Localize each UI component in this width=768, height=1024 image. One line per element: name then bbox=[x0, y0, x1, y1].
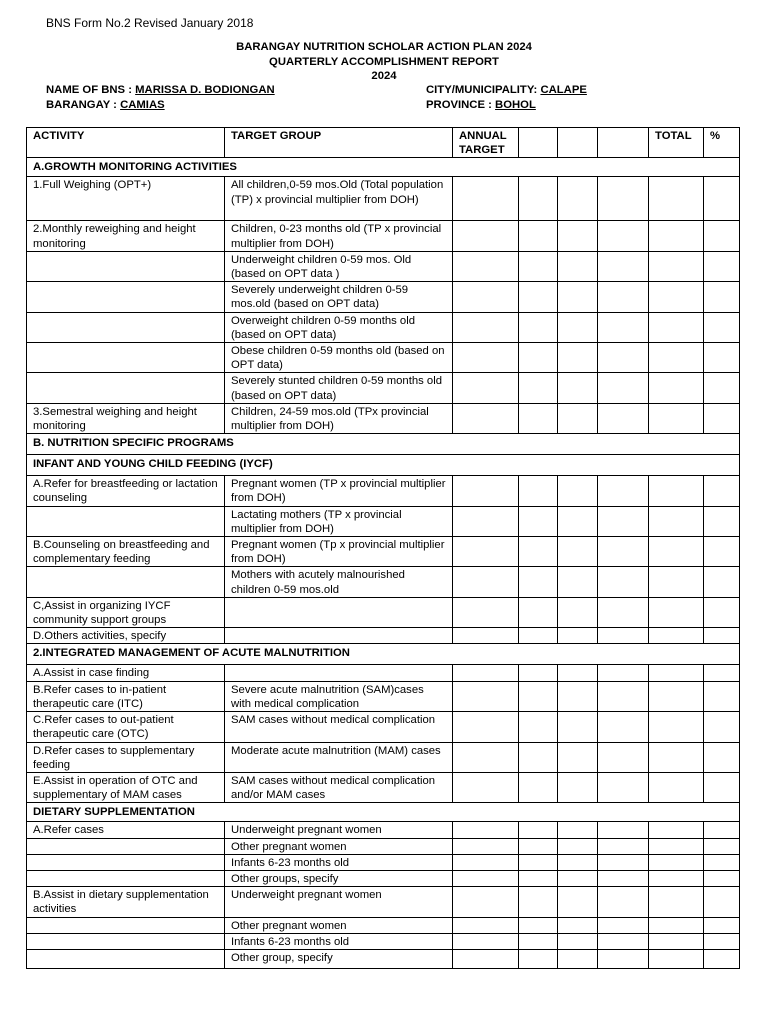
section-heading: 2.INTEGRATED MANAGEMENT OF ACUTE MALNUTRITION bbox=[27, 644, 740, 665]
table-row bbox=[27, 933, 740, 949]
total-cell[interactable] bbox=[649, 681, 704, 711]
total-cell[interactable] bbox=[649, 854, 704, 870]
annual-target-cell[interactable] bbox=[453, 177, 519, 221]
annual-target-cell[interactable] bbox=[453, 282, 519, 312]
province-label: PROVINCE : bbox=[426, 99, 492, 111]
target-group-cell: Severe acute malnutrition (SAM)cases with medical complication bbox=[225, 681, 453, 711]
percent-cell[interactable] bbox=[704, 665, 740, 681]
bns-name-value: MARISSA D. BODIONGAN bbox=[135, 84, 275, 96]
entry-cell[interactable] bbox=[598, 870, 649, 886]
city-label: CITY/MUNICIPALITY: bbox=[426, 84, 538, 96]
entry-cell[interactable] bbox=[558, 343, 598, 373]
header-activity: ACTIVITY bbox=[27, 128, 225, 158]
entry-cell[interactable] bbox=[519, 177, 558, 221]
annual-target-cell[interactable] bbox=[453, 681, 519, 711]
total-cell[interactable] bbox=[649, 537, 704, 567]
entry-cell[interactable] bbox=[519, 597, 558, 627]
total-cell[interactable] bbox=[649, 949, 704, 968]
entry-cell[interactable] bbox=[519, 506, 558, 536]
entry-cell[interactable] bbox=[558, 251, 598, 281]
barangay-label: BARANGAY : bbox=[46, 99, 117, 111]
total-cell[interactable] bbox=[649, 343, 704, 373]
barangay-value: CAMIAS bbox=[120, 99, 165, 111]
entry-cell[interactable] bbox=[598, 628, 649, 644]
target-group-cell: Severely stunted children 0-59 months old (based on OPT data) bbox=[225, 373, 453, 403]
activity-cell bbox=[27, 933, 225, 949]
entry-cell[interactable] bbox=[558, 567, 598, 597]
entry-cell[interactable] bbox=[558, 870, 598, 886]
total-cell[interactable] bbox=[649, 665, 704, 681]
entry-cell[interactable] bbox=[558, 838, 598, 854]
annual-target-cell[interactable] bbox=[453, 312, 519, 342]
target-group-cell: Underweight pregnant women bbox=[225, 822, 453, 838]
total-cell[interactable] bbox=[649, 282, 704, 312]
entry-cell[interactable] bbox=[598, 221, 649, 251]
entry-cell[interactable] bbox=[558, 681, 598, 711]
annual-target-cell[interactable] bbox=[453, 628, 519, 644]
total-cell[interactable] bbox=[649, 373, 704, 403]
percent-cell[interactable] bbox=[704, 476, 740, 506]
percent-cell[interactable] bbox=[704, 221, 740, 251]
activity-cell: E.Assist in operation of OTC and supplementary of MAM cases bbox=[27, 772, 225, 802]
total-cell[interactable] bbox=[649, 177, 704, 221]
percent-cell[interactable] bbox=[704, 567, 740, 597]
activity-cell: 3.Semestral weighing and height monitoring bbox=[27, 403, 225, 433]
annual-target-cell[interactable] bbox=[453, 506, 519, 536]
city-field bbox=[426, 84, 587, 96]
activity-cell: A.Refer for breastfeeding or lactation counseling bbox=[27, 476, 225, 506]
entry-cell[interactable] bbox=[519, 628, 558, 644]
header-annual-target: ANNUAL TARGET bbox=[453, 128, 519, 158]
entry-cell[interactable] bbox=[598, 312, 649, 342]
section-row bbox=[27, 644, 740, 665]
table-row bbox=[27, 917, 740, 933]
target-group-cell: SAM cases without medical complication and/or MAM cases bbox=[225, 772, 453, 802]
header-blank-3 bbox=[598, 128, 649, 158]
header-total: TOTAL bbox=[649, 128, 704, 158]
target-group-cell: Children, 24-59 mos.old (TPx provincial multiplier from DOH) bbox=[225, 403, 453, 433]
section-row bbox=[27, 434, 740, 455]
entry-cell[interactable] bbox=[558, 854, 598, 870]
target-group-cell: SAM cases without medical complication bbox=[225, 712, 453, 742]
entry-cell[interactable] bbox=[519, 681, 558, 711]
total-cell[interactable] bbox=[649, 567, 704, 597]
entry-cell[interactable] bbox=[558, 506, 598, 536]
activity-cell: D.Refer cases to supplementary feeding bbox=[27, 742, 225, 772]
entry-cell[interactable] bbox=[598, 772, 649, 802]
percent-cell[interactable] bbox=[704, 628, 740, 644]
percent-cell[interactable] bbox=[704, 822, 740, 838]
target-group-cell bbox=[225, 597, 453, 627]
table-row bbox=[27, 712, 740, 742]
target-group-cell: Obese children 0-59 months old (based on OPT data) bbox=[225, 343, 453, 373]
entry-cell[interactable] bbox=[598, 665, 649, 681]
total-cell[interactable] bbox=[649, 476, 704, 506]
table-row bbox=[27, 742, 740, 772]
percent-cell[interactable] bbox=[704, 742, 740, 772]
entry-cell[interactable] bbox=[558, 949, 598, 968]
annual-target-cell[interactable] bbox=[453, 870, 519, 886]
activity-cell: D.Others activities, specify bbox=[27, 628, 225, 644]
total-cell[interactable] bbox=[649, 870, 704, 886]
table-row bbox=[27, 251, 740, 281]
table-row bbox=[27, 887, 740, 917]
annual-target-cell[interactable] bbox=[453, 403, 519, 433]
entry-cell[interactable] bbox=[519, 822, 558, 838]
table-row bbox=[27, 838, 740, 854]
annual-target-cell[interactable] bbox=[453, 373, 519, 403]
entry-cell[interactable] bbox=[598, 177, 649, 221]
total-cell[interactable] bbox=[649, 628, 704, 644]
entry-cell[interactable] bbox=[598, 251, 649, 281]
entry-cell[interactable] bbox=[598, 887, 649, 917]
entry-cell[interactable] bbox=[558, 665, 598, 681]
activity-cell: B.Counseling on breastfeeding and complementary feeding bbox=[27, 537, 225, 567]
target-group-cell: Infants 6-23 months old bbox=[225, 854, 453, 870]
target-group-cell: Other pregnant women bbox=[225, 917, 453, 933]
total-cell[interactable] bbox=[649, 887, 704, 917]
table-row bbox=[27, 870, 740, 886]
total-cell[interactable] bbox=[649, 712, 704, 742]
table-row bbox=[27, 476, 740, 506]
total-cell[interactable] bbox=[649, 838, 704, 854]
annual-target-cell[interactable] bbox=[453, 917, 519, 933]
percent-cell[interactable] bbox=[704, 537, 740, 567]
percent-cell[interactable] bbox=[704, 177, 740, 221]
province-field bbox=[426, 99, 536, 111]
percent-cell[interactable] bbox=[704, 251, 740, 281]
entry-cell[interactable] bbox=[519, 312, 558, 342]
entry-cell[interactable] bbox=[598, 476, 649, 506]
entry-cell[interactable] bbox=[558, 476, 598, 506]
table-header-row bbox=[27, 128, 740, 158]
total-cell[interactable] bbox=[649, 742, 704, 772]
bns-name-field bbox=[46, 84, 275, 96]
annual-target-cell[interactable] bbox=[453, 712, 519, 742]
entry-cell[interactable] bbox=[598, 854, 649, 870]
annual-target-cell[interactable] bbox=[453, 949, 519, 968]
entry-cell[interactable] bbox=[598, 373, 649, 403]
table-row bbox=[27, 506, 740, 536]
table-row bbox=[27, 567, 740, 597]
annual-target-cell[interactable] bbox=[453, 838, 519, 854]
target-group-cell: Pregnant women (Tp x provincial multiplier from DOH) bbox=[225, 537, 453, 567]
barangay-field bbox=[46, 99, 165, 111]
table-row bbox=[27, 373, 740, 403]
entry-cell[interactable] bbox=[598, 282, 649, 312]
province-value: BOHOL bbox=[495, 99, 536, 111]
target-group-cell bbox=[225, 628, 453, 644]
activity-cell bbox=[27, 854, 225, 870]
entry-cell[interactable] bbox=[558, 312, 598, 342]
total-cell[interactable] bbox=[649, 772, 704, 802]
total-cell[interactable] bbox=[649, 312, 704, 342]
section-row bbox=[27, 158, 740, 177]
annual-target-cell[interactable] bbox=[453, 251, 519, 281]
entry-cell[interactable] bbox=[519, 282, 558, 312]
section-heading: A.GROWTH MONITORING ACTIVITIES bbox=[27, 158, 740, 177]
percent-cell[interactable] bbox=[704, 681, 740, 711]
target-group-cell: Lactating mothers (TP x provincial multiplier from DOH) bbox=[225, 506, 453, 536]
entry-cell[interactable] bbox=[519, 854, 558, 870]
entry-cell[interactable] bbox=[519, 887, 558, 917]
entry-cell[interactable] bbox=[598, 742, 649, 772]
target-group-cell: Mothers with acutely malnourished children 0-59 mos.old bbox=[225, 567, 453, 597]
entry-cell[interactable] bbox=[598, 403, 649, 433]
entry-cell[interactable] bbox=[598, 567, 649, 597]
form-number: BNS Form No.2 Revised January 2018 bbox=[46, 16, 254, 30]
percent-cell[interactable] bbox=[704, 597, 740, 627]
entry-cell[interactable] bbox=[558, 282, 598, 312]
annual-target-cell[interactable] bbox=[453, 822, 519, 838]
percent-cell[interactable] bbox=[704, 373, 740, 403]
report-title bbox=[0, 40, 768, 84]
entry-cell[interactable] bbox=[519, 343, 558, 373]
header-blank-2 bbox=[558, 128, 598, 158]
entry-cell[interactable] bbox=[519, 772, 558, 802]
entry-cell[interactable] bbox=[519, 917, 558, 933]
target-group-cell: Overweight children 0-59 months old (based on OPT data) bbox=[225, 312, 453, 342]
table-row bbox=[27, 854, 740, 870]
section-row bbox=[27, 803, 740, 822]
activity-cell bbox=[27, 949, 225, 968]
entry-cell[interactable] bbox=[519, 838, 558, 854]
entry-cell[interactable] bbox=[558, 742, 598, 772]
entry-cell[interactable] bbox=[519, 712, 558, 742]
percent-cell[interactable] bbox=[704, 838, 740, 854]
section-heading: B. NUTRITION SPECIFIC PROGRAMS bbox=[27, 434, 740, 455]
activity-cell bbox=[27, 251, 225, 281]
annual-target-cell[interactable] bbox=[453, 221, 519, 251]
entry-cell[interactable] bbox=[519, 933, 558, 949]
entry-cell[interactable] bbox=[519, 742, 558, 772]
entry-cell[interactable] bbox=[558, 177, 598, 221]
target-group-cell: Underweight pregnant women bbox=[225, 887, 453, 917]
activity-cell: C,Assist in organizing IYCF community support groups bbox=[27, 597, 225, 627]
section-heading: INFANT AND YOUNG CHILD FEEDING (IYCF) bbox=[27, 455, 740, 476]
percent-cell[interactable] bbox=[704, 870, 740, 886]
entry-cell[interactable] bbox=[519, 567, 558, 597]
percent-cell[interactable] bbox=[704, 917, 740, 933]
percent-cell[interactable] bbox=[704, 312, 740, 342]
activity-cell bbox=[27, 373, 225, 403]
entry-cell[interactable] bbox=[558, 887, 598, 917]
percent-cell[interactable] bbox=[704, 506, 740, 536]
entry-cell[interactable] bbox=[558, 822, 598, 838]
activity-cell bbox=[27, 312, 225, 342]
percent-cell[interactable] bbox=[704, 933, 740, 949]
entry-cell[interactable] bbox=[558, 373, 598, 403]
entry-cell[interactable] bbox=[598, 822, 649, 838]
header-target-group: TARGET GROUP bbox=[225, 128, 453, 158]
total-cell[interactable] bbox=[649, 822, 704, 838]
target-group-cell: Other group, specify bbox=[225, 949, 453, 968]
entry-cell[interactable] bbox=[598, 917, 649, 933]
table-row bbox=[27, 681, 740, 711]
entry-cell[interactable] bbox=[519, 221, 558, 251]
entry-cell[interactable] bbox=[558, 403, 598, 433]
percent-cell[interactable] bbox=[704, 712, 740, 742]
entry-cell[interactable] bbox=[519, 537, 558, 567]
entry-cell[interactable] bbox=[519, 949, 558, 968]
total-cell[interactable] bbox=[649, 403, 704, 433]
percent-cell[interactable] bbox=[704, 887, 740, 917]
bns-name-label: NAME OF BNS : bbox=[46, 84, 132, 96]
title-line-3: 2024 bbox=[371, 70, 397, 82]
entry-cell[interactable] bbox=[558, 712, 598, 742]
annual-target-cell[interactable] bbox=[453, 343, 519, 373]
entry-cell[interactable] bbox=[598, 949, 649, 968]
entry-cell[interactable] bbox=[519, 665, 558, 681]
table-row bbox=[27, 822, 740, 838]
table-row bbox=[27, 949, 740, 968]
table-row bbox=[27, 177, 740, 221]
title-line-1: BARANGAY NUTRITION SCHOLAR ACTION PLAN 2024 bbox=[236, 41, 532, 53]
table-row bbox=[27, 597, 740, 627]
table-row bbox=[27, 343, 740, 373]
target-group-cell: Pregnant women (TP x provincial multiplier from DOH) bbox=[225, 476, 453, 506]
target-group-cell: Other groups, specify bbox=[225, 870, 453, 886]
table-row bbox=[27, 403, 740, 433]
activity-cell: 2.Monthly reweighing and height monitoring bbox=[27, 221, 225, 251]
annual-target-cell[interactable] bbox=[453, 476, 519, 506]
annual-target-cell[interactable] bbox=[453, 854, 519, 870]
section-heading: DIETARY SUPPLEMENTATION bbox=[27, 803, 740, 822]
activity-cell bbox=[27, 282, 225, 312]
target-group-cell: Underweight children 0-59 mos. Old (based on OPT data ) bbox=[225, 251, 453, 281]
percent-cell[interactable] bbox=[704, 772, 740, 802]
table-row bbox=[27, 312, 740, 342]
entry-cell[interactable] bbox=[519, 373, 558, 403]
entry-cell[interactable] bbox=[558, 537, 598, 567]
total-cell[interactable] bbox=[649, 506, 704, 536]
total-cell[interactable] bbox=[649, 251, 704, 281]
table-row bbox=[27, 537, 740, 567]
entry-cell[interactable] bbox=[558, 628, 598, 644]
entry-cell[interactable] bbox=[598, 933, 649, 949]
entry-cell[interactable] bbox=[598, 537, 649, 567]
activity-cell: A.Assist in case finding bbox=[27, 665, 225, 681]
entry-cell[interactable] bbox=[558, 772, 598, 802]
percent-cell[interactable] bbox=[704, 282, 740, 312]
target-group-cell: All children,0-59 mos.Old (Total population (TP) x provincial multiplier from DOH) bbox=[225, 177, 453, 221]
entry-cell[interactable] bbox=[598, 712, 649, 742]
table-row bbox=[27, 628, 740, 644]
entry-cell[interactable] bbox=[519, 476, 558, 506]
target-group-cell: Other pregnant women bbox=[225, 838, 453, 854]
entry-cell[interactable] bbox=[519, 251, 558, 281]
activity-cell: 1.Full Weighing (OPT+) bbox=[27, 177, 225, 221]
entry-cell[interactable] bbox=[558, 917, 598, 933]
annual-target-cell[interactable] bbox=[453, 537, 519, 567]
target-group-cell: Children, 0-23 months old (TP x provincial multiplier from DOH) bbox=[225, 221, 453, 251]
header-blank-1 bbox=[519, 128, 558, 158]
table-row bbox=[27, 772, 740, 802]
activity-cell bbox=[27, 870, 225, 886]
annual-target-cell[interactable] bbox=[453, 665, 519, 681]
annual-target-cell[interactable] bbox=[453, 933, 519, 949]
percent-cell[interactable] bbox=[704, 854, 740, 870]
entry-cell[interactable] bbox=[598, 681, 649, 711]
activity-cell: A.Refer cases bbox=[27, 822, 225, 838]
entry-cell[interactable] bbox=[519, 870, 558, 886]
activity-cell: B.Assist in dietary supplementation activities bbox=[27, 887, 225, 917]
activity-cell bbox=[27, 567, 225, 597]
table-row bbox=[27, 282, 740, 312]
annual-target-cell[interactable] bbox=[453, 772, 519, 802]
city-value: CALAPE bbox=[540, 84, 587, 96]
total-cell[interactable] bbox=[649, 933, 704, 949]
section-row bbox=[27, 455, 740, 476]
target-group-cell: Infants 6-23 months old bbox=[225, 933, 453, 949]
activity-cell bbox=[27, 343, 225, 373]
annual-target-cell[interactable] bbox=[453, 742, 519, 772]
total-cell[interactable] bbox=[649, 221, 704, 251]
annual-target-cell[interactable] bbox=[453, 887, 519, 917]
percent-cell[interactable] bbox=[704, 343, 740, 373]
entry-cell[interactable] bbox=[519, 403, 558, 433]
total-cell[interactable] bbox=[649, 917, 704, 933]
accomplishment-table bbox=[26, 127, 740, 969]
activity-cell: B.Refer cases to in-patient therapeutic care (ITC) bbox=[27, 681, 225, 711]
percent-cell[interactable] bbox=[704, 403, 740, 433]
target-group-cell: Moderate acute malnutrition (MAM) cases bbox=[225, 742, 453, 772]
percent-cell[interactable] bbox=[704, 949, 740, 968]
table-row bbox=[27, 221, 740, 251]
entry-cell[interactable] bbox=[598, 343, 649, 373]
annual-target-cell[interactable] bbox=[453, 597, 519, 627]
entry-cell[interactable] bbox=[558, 221, 598, 251]
activity-cell bbox=[27, 506, 225, 536]
entry-cell[interactable] bbox=[598, 597, 649, 627]
table-row bbox=[27, 665, 740, 681]
header-percent: % bbox=[704, 128, 740, 158]
entry-cell[interactable] bbox=[598, 506, 649, 536]
entry-cell[interactable] bbox=[598, 838, 649, 854]
activity-cell: C.Refer cases to out-patient therapeutic care (OTC) bbox=[27, 712, 225, 742]
activity-cell bbox=[27, 838, 225, 854]
target-group-cell bbox=[225, 665, 453, 681]
entry-cell[interactable] bbox=[558, 597, 598, 627]
entry-cell[interactable] bbox=[558, 933, 598, 949]
activity-cell bbox=[27, 917, 225, 933]
target-group-cell: Severely underweight children 0-59 mos.old (based on OPT data) bbox=[225, 282, 453, 312]
total-cell[interactable] bbox=[649, 597, 704, 627]
title-line-2: QUARTERLY ACCOMPLISHMENT REPORT bbox=[269, 55, 499, 68]
annual-target-cell[interactable] bbox=[453, 567, 519, 597]
